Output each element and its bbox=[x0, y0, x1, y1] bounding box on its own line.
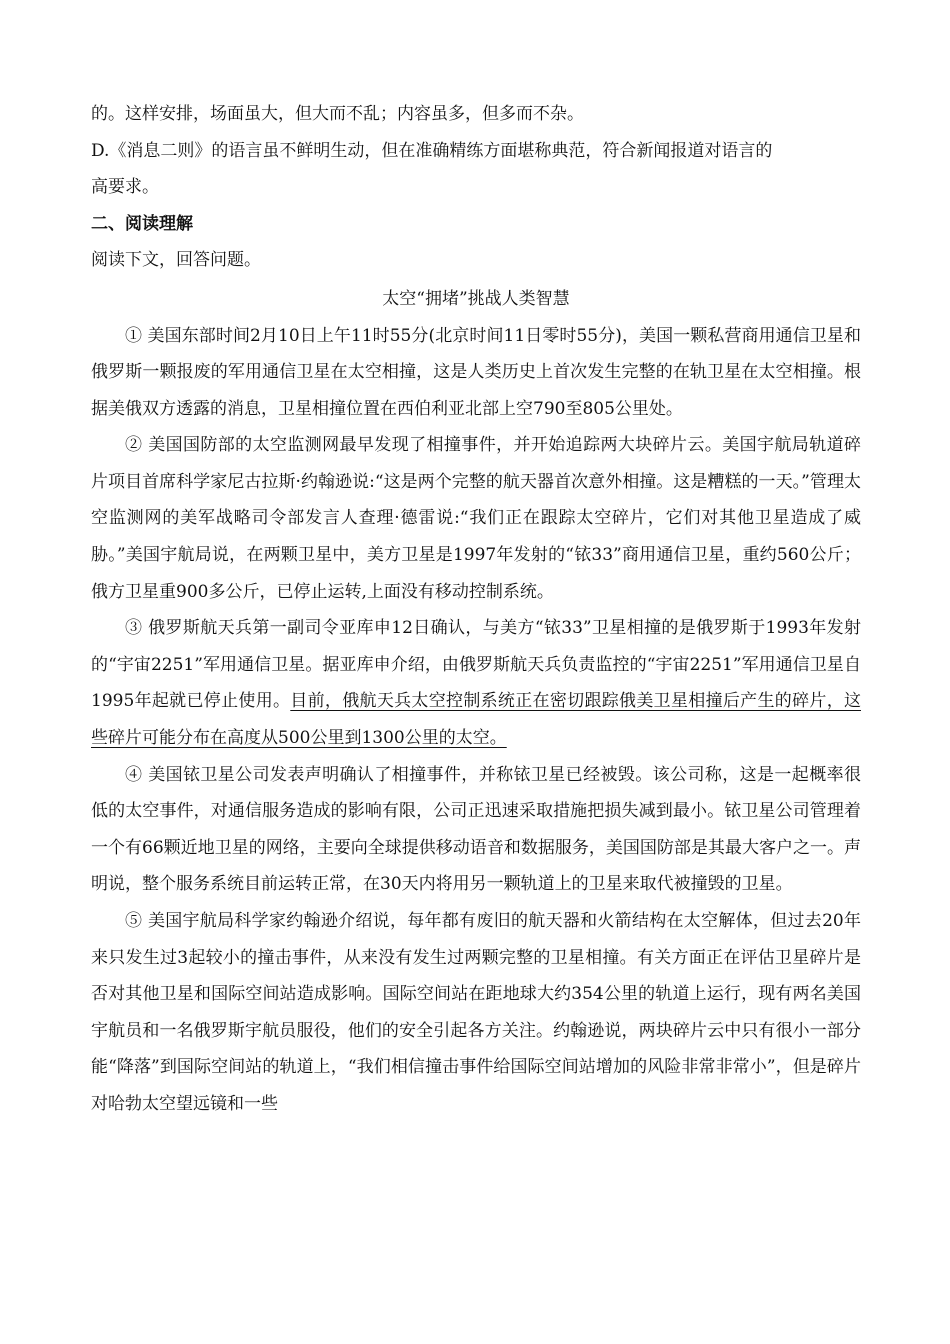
section-heading: 二、阅读理解 bbox=[91, 213, 193, 234]
article-paragraph-5: ⑤ 美国宇航局科学家约翰逊介绍说，每年都有废旧的航天器和火箭结构在太空解体，但过去20年来只发生过3起较小的撞击事件，从来没有发生过两颗完整的卫星相撞。有关方面正在评估卫星碎片是否对其他卫星和国际空间站造成影响。国际空间站在距地球大约354公里的轨道上运行，现有两名美国宇航员和一名俄罗斯宇航员服役，他们的安全引起各方关注。约翰逊说，两块碎片云中只有很小一部分能“降落”到国际空间站的轨道上，“我们相信撞击事件给国际空间站增加的风险非常非常小”，但是碎片对哈勃太空望远镜和一些 bbox=[91, 911, 861, 1114]
article-title: 太空“拥堵”挑战人类智慧 bbox=[382, 288, 570, 309]
paragraph-3-text: ③ 俄罗斯航天兵第一副司令亚库申12日确认，与美方“铱33”卫星相撞的是俄罗斯于1993年发射的“宇宙2251”军用通信卫星。据亚库申介绍，由俄罗斯航天兵负责监控的“宇宙2251”军用通信卫星自1995年起就已停止使用。 bbox=[91, 618, 861, 712]
article-paragraph-1: ① 美国东部时间2月10日上午11时55分(北京时间11日零时55分)，美国一颗私营商用通信卫星和俄罗斯一颗报废的军用通信卫星在太空相撞，这是人类历史上首次发生完整的在轨卫星在太空相撞。根据美俄双方透露的消息，卫星相撞位置在西伯利亚北部上空790至805公里处。 bbox=[91, 325, 861, 419]
underlined-sentence: 目前，俄航天兵太空控制系统正在密切跟踪俄美卫星相撞后产生的碎片，这些碎片可能分布在高度从500公里到1300公里的太空。 bbox=[91, 691, 861, 749]
article-paragraph-2: ② 美国国防部的太空监测网最早发现了相撞事件，并开始追踪两大块碎片云。美国宇航局轨道碎片项目首席科学家尼古拉斯·约翰逊说:“这是两个完整的航天器首次意外相撞。这是糟糕的一天。”管理太空监测网的美军战略司令部发言人查理·德雷说:“我们正在跟踪太空碎片，它们对其他卫星造成了威胁。”美国宇航局说，在两颗卫星中，美方卫星是1997年发射的“铱33”商用通信卫星，重约560公斤；俄方卫星重900多公斤，已停止运转,上面没有移动控制系统。 bbox=[91, 435, 861, 602]
option-d-line: D.《消息二则》的语言虽不鲜明生动，但在准确精练方面堪称典范，符合新闻报道对语言的 bbox=[91, 140, 773, 161]
article-paragraph-4: ④ 美国铱卫星公司发表声明确认了相撞事件，并称铱卫星已经被毁。该公司称，这是一起概率很低的太空事件，对通信服务造成的影响有限，公司正迅速采取措施把损失减到最小。铱卫星公司管理着一个有66颗近地卫星的网络，主要向全球提供移动语音和数据服务，美国国防部是其最大客户之一。声明说，整个服务系统目前运转正常，在30天内将用另一颗轨道上的卫星来取代被撞毁的卫星。 bbox=[91, 764, 861, 895]
reading-instruction: 阅读下文，回答问题。 bbox=[91, 250, 261, 270]
text-line-1: 的。这样安排，场面虽大，但大而不乱；内容虽多，但多而不杂。 bbox=[91, 104, 584, 124]
option-d-line-continued: 高要求。 bbox=[91, 177, 159, 197]
article-paragraph-3 bbox=[91, 610, 861, 756]
document-page bbox=[91, 96, 861, 1123]
